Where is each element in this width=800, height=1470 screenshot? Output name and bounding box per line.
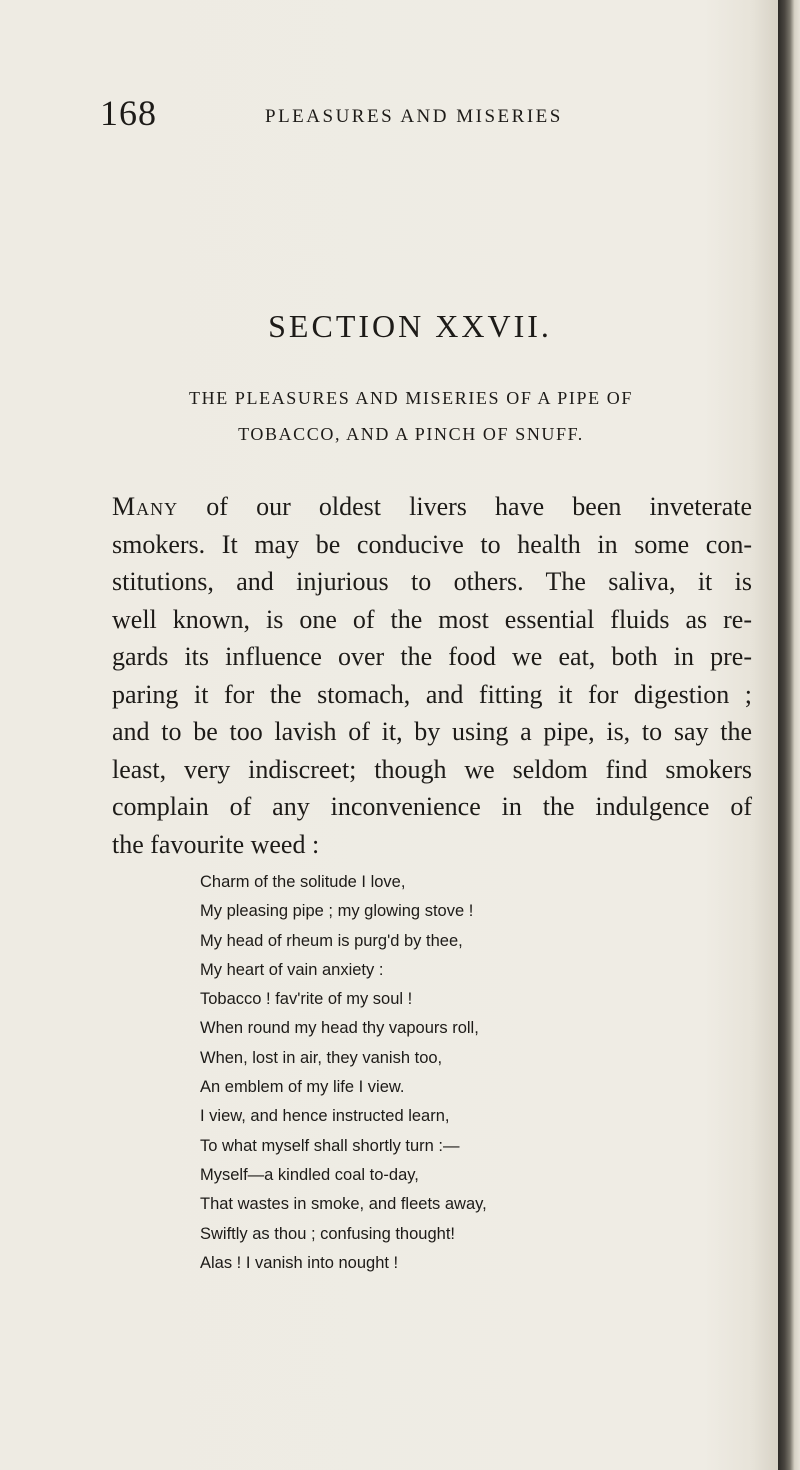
poem-verse: Swiftly as thou ; confusing thought!	[200, 1224, 455, 1243]
section-subtitle-line-1: THE PLEASURES AND MISERIES OF A PIPE OF	[189, 388, 633, 408]
paragraph-line-text: of our oldest livers have been inveterate	[178, 492, 752, 521]
paragraph-line: paring it for the stomach, and fitting it for digestion ;	[112, 679, 752, 709]
poem-verse: When, lost in air, they vanish too,	[200, 1048, 443, 1067]
poem-verse: My head of rheum is purg'd by thee,	[200, 931, 463, 950]
running-head: PLEASURES AND MISERIES	[265, 106, 563, 127]
poem-verse: My heart of vain anxiety :	[200, 960, 384, 979]
section-title: SECTION XXVII.	[268, 308, 552, 344]
poem-verse: Charm of the solitude I love,	[200, 873, 406, 891]
poem-verse: When round my head thy vapours roll,	[200, 1019, 479, 1038]
poem-verse: Alas ! I vanish into nought !	[200, 1253, 399, 1272]
body-paragraph	[112, 488, 752, 863]
poem-verse: Tobacco ! fav'rite of my soul !	[200, 990, 413, 1009]
page-header	[100, 92, 740, 132]
section-subtitle-line-2: TOBACCO, AND A PINCH OF SNUFF.	[238, 424, 584, 444]
poem-verse: Myself—a kindled coal to-day,	[200, 1165, 419, 1184]
poem-verse: My pleasing pipe ; my glowing stove !	[200, 902, 474, 921]
lead-word: Many	[112, 492, 179, 521]
poem-verse: An emblem of my life I view.	[200, 1078, 405, 1097]
poem-verse: That wastes in smoke, and fleets away,	[200, 1195, 487, 1214]
poem-verse: I view, and hence instructed learn,	[200, 1107, 450, 1126]
poem	[200, 868, 700, 1278]
paragraph-line: the favourite weed :	[112, 829, 320, 859]
paragraph-line: gards its influence over the food we eat, both in pre-	[112, 642, 752, 671]
book-gutter-shadow	[778, 0, 800, 1470]
paragraph-line: and to be too lavish of it, by using a pipe, is, to say the	[112, 717, 752, 746]
paragraph-line	[112, 488, 752, 526]
paragraph-line: smokers. It may be conducive to health in some con-	[112, 529, 752, 559]
paragraph-line: stitutions, and injurious to others. The saliva, it is	[112, 567, 752, 596]
paragraph-line: least, very indiscreet; though we seldom find smokers	[112, 754, 752, 784]
page-number: 168	[100, 93, 157, 133]
poem-verse: To what myself shall shortly turn :—	[200, 1136, 460, 1155]
paragraph-line: complain of any inconvenience in the indulgence of	[112, 792, 752, 821]
paragraph-line: well known, is one of the most essential fluids as re-	[112, 604, 752, 634]
